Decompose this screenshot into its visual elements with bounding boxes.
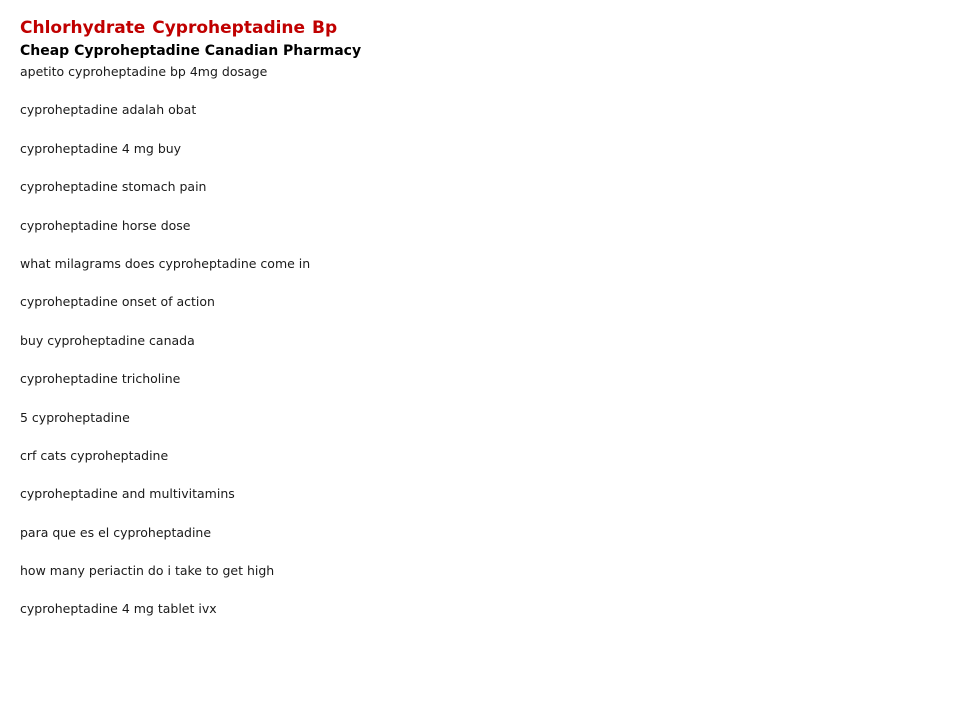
- list-item: cyproheptadine stomach pain: [20, 179, 207, 195]
- page-title: Chlorhydrate Cyproheptadine Bp: [20, 18, 338, 38]
- document-page: [20, 16, 940, 639]
- list-item: cyproheptadine tricholine: [20, 371, 181, 387]
- page-subtitle: Cheap Cyproheptadine Canadian Pharmacy: [20, 43, 362, 59]
- list-item: cyproheptadine horse dose: [20, 217, 191, 233]
- keyword-list: [20, 63, 940, 639]
- list-item: cyproheptadine 4 mg buy: [20, 140, 182, 156]
- list-item: cyproheptadine 4 mg tablet ivx: [20, 601, 217, 617]
- list-item: para que es el cyproheptadine: [20, 524, 212, 540]
- list-item: cyproheptadine adalah obat: [20, 102, 197, 118]
- list-item: apetito cyproheptadine bp 4mg dosage: [20, 64, 268, 79]
- list-item: how many periactin do i take to get high: [20, 563, 275, 579]
- list-item: what milagrams does cyproheptadine come in: [20, 255, 311, 271]
- list-item: cyproheptadine onset of action: [20, 294, 215, 310]
- list-item: crf cats cyproheptadine: [20, 447, 169, 463]
- list-item: cyproheptadine and multivitamins: [20, 486, 235, 502]
- list-item: 5 cyproheptadine: [20, 409, 130, 425]
- list-item: buy cyproheptadine canada: [20, 332, 195, 348]
